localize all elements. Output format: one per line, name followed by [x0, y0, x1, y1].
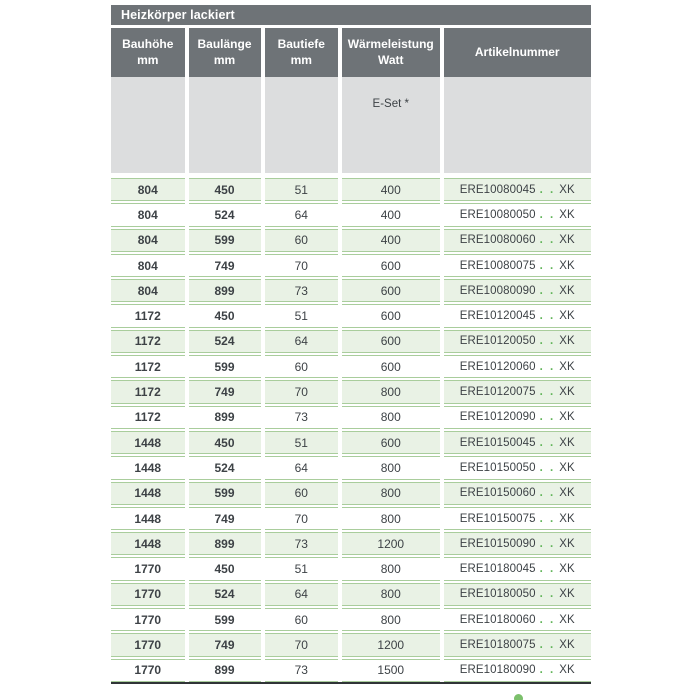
color-legend-dot: [514, 694, 523, 700]
cell-artikelnummer: [444, 254, 592, 277]
cell-bautiefe: 64: [265, 456, 339, 479]
cell-baulaenge: 899: [189, 659, 261, 682]
cell-baulaenge: 899: [189, 532, 261, 555]
eset-note: E-Set *: [372, 98, 409, 110]
cell-artikelnummer: [444, 304, 592, 327]
cell-baulaenge: 524: [189, 456, 261, 479]
cell-bautiefe: 64: [265, 583, 339, 606]
cell-watt: 1200: [342, 633, 440, 656]
cell-baulaenge: 749: [189, 633, 261, 656]
cell-baulaenge: 599: [189, 482, 261, 505]
artikelnummer-color-dots: . .: [539, 563, 556, 576]
cell-bautiefe: 60: [265, 355, 339, 378]
artikelnummer-suffix: XK: [559, 284, 575, 297]
cell-bautiefe: 73: [265, 406, 339, 429]
artikelnummer-suffix: XK: [559, 234, 575, 247]
cell-artikelnummer: [444, 380, 592, 403]
artikelnummer-prefix: ERE10080050: [459, 208, 536, 221]
table-row: [111, 203, 591, 226]
subheader-cell-artikelnummer: [444, 77, 592, 173]
cell-artikelnummer: [444, 633, 592, 656]
cell-watt: 800: [342, 557, 440, 580]
artikelnummer-prefix: ERE10080090: [459, 284, 536, 297]
cell-bautiefe: 51: [265, 178, 339, 201]
cell-baulaenge: 524: [189, 203, 261, 226]
artikelnummer-prefix: ERE10150075: [459, 512, 536, 525]
cell-bautiefe: 73: [265, 532, 339, 555]
cell-bautiefe: 70: [265, 507, 339, 530]
artikelnummer-color-dots: . .: [539, 183, 556, 196]
cell-bautiefe: 64: [265, 203, 339, 226]
column-header-label: Baulänge: [197, 36, 252, 51]
cell-artikelnummer: [444, 330, 592, 353]
cell-watt: 600: [342, 254, 440, 277]
cell-bauhoehe: 1172: [111, 355, 185, 378]
artikelnummer-color-dots: . .: [539, 512, 556, 525]
artikelnummer-suffix: XK: [559, 310, 575, 323]
cell-bauhoehe: 1448: [111, 482, 185, 505]
cell-bautiefe: 64: [265, 330, 339, 353]
artikelnummer-color-dots: . .: [539, 411, 556, 424]
artikelnummer-suffix: XK: [559, 259, 575, 272]
table-subheader-row: [111, 77, 591, 173]
artikelnummer-color-dots: . .: [539, 613, 556, 626]
table-row: [111, 229, 591, 252]
artikelnummer-prefix: ERE10150060: [459, 487, 536, 500]
artikelnummer-color-dots: . .: [539, 588, 556, 601]
artikelnummer-color-dots: . .: [539, 259, 556, 272]
cell-baulaenge: 749: [189, 254, 261, 277]
artikelnummer-suffix: XK: [559, 613, 575, 626]
column-header-label: Bautiefe: [277, 36, 325, 51]
artikelnummer-suffix: XK: [559, 461, 575, 474]
artikelnummer-prefix: ERE10180090: [459, 664, 536, 677]
table-row: [111, 482, 591, 505]
artikelnummer-color-dots: . .: [539, 537, 556, 550]
table-row: [111, 254, 591, 277]
table-row: [111, 279, 591, 302]
cell-watt: 800: [342, 456, 440, 479]
cell-bautiefe: 70: [265, 380, 339, 403]
cell-bautiefe: 70: [265, 254, 339, 277]
cell-artikelnummer: [444, 507, 592, 530]
column-header-bauhoehe: [111, 28, 185, 77]
cell-watt: 800: [342, 507, 440, 530]
table-row: [111, 557, 591, 580]
subheader-cell-baulaenge: [189, 77, 261, 173]
cell-artikelnummer: [444, 532, 592, 555]
column-header-label: Artikelnummer: [474, 44, 560, 59]
artikelnummer-color-dots: . .: [539, 638, 556, 651]
cell-artikelnummer: [444, 456, 592, 479]
artikelnummer-prefix: ERE10120060: [459, 360, 536, 373]
cell-bautiefe: 70: [265, 633, 339, 656]
artikelnummer-suffix: XK: [559, 208, 575, 221]
cell-bautiefe: 51: [265, 431, 339, 454]
cell-bauhoehe: 1770: [111, 583, 185, 606]
cell-bauhoehe: 1172: [111, 406, 185, 429]
cell-artikelnummer: [444, 203, 592, 226]
cell-baulaenge: 450: [189, 178, 261, 201]
table-row: [111, 532, 591, 555]
column-header-artikelnummer: [444, 28, 592, 77]
artikelnummer-color-dots: . .: [539, 487, 556, 500]
artikelnummer-suffix: XK: [559, 512, 575, 525]
cell-watt: 600: [342, 304, 440, 327]
table-row: [111, 633, 591, 656]
artikelnummer-color-dots: . .: [539, 664, 556, 677]
artikelnummer-suffix: XK: [559, 335, 575, 348]
table-header-row: [111, 28, 591, 77]
cell-baulaenge: 450: [189, 557, 261, 580]
cell-bauhoehe: 804: [111, 229, 185, 252]
cell-baulaenge: 524: [189, 330, 261, 353]
cell-bauhoehe: 1448: [111, 431, 185, 454]
artikelnummer-color-dots: . .: [539, 284, 556, 297]
cell-baulaenge: 450: [189, 304, 261, 327]
cell-bauhoehe: 1770: [111, 557, 185, 580]
artikelnummer-suffix: XK: [559, 563, 575, 576]
table-row: [111, 608, 591, 631]
cell-bauhoehe: 1448: [111, 532, 185, 555]
cell-bautiefe: 73: [265, 659, 339, 682]
artikelnummer-suffix: XK: [559, 487, 575, 500]
cell-artikelnummer: [444, 355, 592, 378]
table-row: [111, 178, 591, 201]
subheader-cell-bautiefe: [265, 77, 339, 173]
artikelnummer-suffix: XK: [559, 638, 575, 651]
cell-baulaenge: 899: [189, 406, 261, 429]
cell-watt: 800: [342, 583, 440, 606]
table-body: [111, 178, 591, 682]
cell-bauhoehe: 804: [111, 254, 185, 277]
artikelnummer-prefix: ERE10080060: [459, 234, 536, 247]
artikelnummer-color-dots: . .: [539, 386, 556, 399]
table-row: [111, 406, 591, 429]
table-bottom-rule: [111, 682, 591, 685]
cell-bauhoehe: 1770: [111, 659, 185, 682]
artikelnummer-prefix: ERE10180060: [459, 613, 536, 626]
cell-bautiefe: 60: [265, 482, 339, 505]
cell-artikelnummer: [444, 583, 592, 606]
subheader-cell-waermeleistung: [342, 77, 440, 173]
cell-watt: 400: [342, 203, 440, 226]
cell-artikelnummer: [444, 659, 592, 682]
cell-artikelnummer: [444, 482, 592, 505]
cell-baulaenge: 450: [189, 431, 261, 454]
table-row: [111, 380, 591, 403]
cell-watt: 400: [342, 229, 440, 252]
artikelnummer-color-dots: . .: [539, 360, 556, 373]
column-header-bautiefe: [265, 28, 339, 77]
cell-baulaenge: 599: [189, 608, 261, 631]
table-title: Heizkörper lackiert: [121, 8, 235, 22]
cell-bauhoehe: 804: [111, 178, 185, 201]
table-row: [111, 583, 591, 606]
cell-watt: 800: [342, 482, 440, 505]
artikelnummer-prefix: ERE10120075: [459, 386, 536, 399]
cell-artikelnummer: [444, 406, 592, 429]
radiator-spec-table: [111, 5, 591, 684]
cell-bauhoehe: 1172: [111, 330, 185, 353]
column-header-unit: mm: [137, 52, 159, 67]
cell-watt: 800: [342, 608, 440, 631]
table-row: [111, 659, 591, 682]
artikelnummer-suffix: XK: [559, 360, 575, 373]
cell-bauhoehe: 804: [111, 279, 185, 302]
column-header-label: Wärmeleistung: [347, 36, 434, 51]
cell-watt: 1200: [342, 532, 440, 555]
artikelnummer-suffix: XK: [559, 588, 575, 601]
artikelnummer-prefix: ERE10180050: [459, 588, 536, 601]
artikelnummer-color-dots: . .: [539, 208, 556, 221]
cell-watt: 600: [342, 279, 440, 302]
artikelnummer-prefix: ERE10180075: [459, 638, 536, 651]
cell-bautiefe: 60: [265, 229, 339, 252]
table-title-band: [111, 5, 591, 25]
artikelnummer-prefix: ERE10080075: [459, 259, 536, 272]
column-header-unit: mm: [290, 52, 312, 67]
artikelnummer-color-dots: . .: [539, 461, 556, 474]
artikelnummer-prefix: ERE10120050: [459, 335, 536, 348]
cell-bautiefe: 60: [265, 608, 339, 631]
table-row: [111, 507, 591, 530]
cell-artikelnummer: [444, 608, 592, 631]
artikelnummer-color-dots: . .: [539, 234, 556, 247]
cell-watt: 800: [342, 380, 440, 403]
cell-watt: 400: [342, 178, 440, 201]
column-header-unit: Watt: [377, 52, 404, 67]
artikelnummer-color-dots: . .: [539, 436, 556, 449]
cell-watt: 1500: [342, 659, 440, 682]
artikelnummer-prefix: ERE10150045: [459, 436, 536, 449]
cell-bauhoehe: 804: [111, 203, 185, 226]
table-row: [111, 431, 591, 454]
cell-bauhoehe: 1448: [111, 507, 185, 530]
cell-bauhoehe: 1172: [111, 304, 185, 327]
cell-bauhoehe: 1770: [111, 633, 185, 656]
cell-bautiefe: 73: [265, 279, 339, 302]
artikelnummer-suffix: XK: [559, 411, 575, 424]
table-row: [111, 304, 591, 327]
cell-artikelnummer: [444, 431, 592, 454]
cell-baulaenge: 599: [189, 355, 261, 378]
cell-baulaenge: 749: [189, 507, 261, 530]
artikelnummer-color-dots: . .: [539, 310, 556, 323]
cell-baulaenge: 599: [189, 229, 261, 252]
column-header-label: Bauhöhe: [122, 36, 174, 51]
cell-bautiefe: 51: [265, 304, 339, 327]
cell-bautiefe: 51: [265, 557, 339, 580]
artikelnummer-prefix: ERE10150050: [459, 461, 536, 474]
artikelnummer-prefix: ERE10080045: [459, 183, 536, 196]
subheader-cell-bauhoehe: [111, 77, 185, 173]
artikelnummer-prefix: ERE10120045: [459, 310, 536, 323]
artikelnummer-prefix: ERE10120090: [459, 411, 536, 424]
cell-bauhoehe: 1770: [111, 608, 185, 631]
cell-bauhoehe: 1448: [111, 456, 185, 479]
cell-artikelnummer: [444, 279, 592, 302]
artikelnummer-suffix: XK: [559, 537, 575, 550]
cell-watt: 800: [342, 406, 440, 429]
cell-artikelnummer: [444, 178, 592, 201]
cell-baulaenge: 899: [189, 279, 261, 302]
artikelnummer-color-dots: . .: [539, 335, 556, 348]
column-header-baulaenge: [189, 28, 261, 77]
artikelnummer-prefix: ERE10150090: [459, 537, 536, 550]
cell-baulaenge: 524: [189, 583, 261, 606]
cell-watt: 600: [342, 431, 440, 454]
table-row: [111, 456, 591, 479]
cell-artikelnummer: [444, 557, 592, 580]
artikelnummer-suffix: XK: [559, 436, 575, 449]
artikelnummer-prefix: ERE10180045: [459, 563, 536, 576]
cell-baulaenge: 749: [189, 380, 261, 403]
cell-artikelnummer: [444, 229, 592, 252]
cell-watt: 600: [342, 355, 440, 378]
artikelnummer-suffix: XK: [559, 386, 575, 399]
cell-bauhoehe: 1172: [111, 380, 185, 403]
column-header-waermeleistung: [342, 28, 440, 77]
column-header-unit: mm: [213, 52, 236, 67]
artikelnummer-suffix: XK: [559, 183, 575, 196]
table-row: [111, 330, 591, 353]
cell-watt: 600: [342, 330, 440, 353]
artikelnummer-suffix: XK: [559, 664, 575, 677]
table-row: [111, 355, 591, 378]
